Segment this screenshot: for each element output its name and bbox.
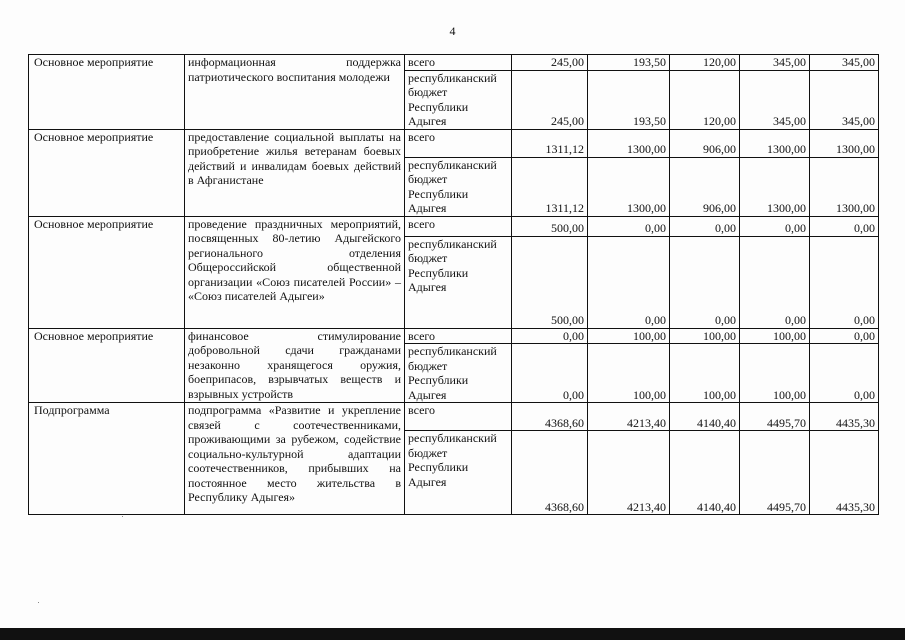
- table-row: [29, 403, 879, 431]
- total-value-cell: 1300,00: [810, 129, 879, 157]
- budget-label-cell: республиканский бюджет Республики Адыгея: [405, 157, 512, 216]
- row-type-cell: Основное мероприятие: [29, 129, 185, 216]
- budget-value-cell: 4368,60: [512, 431, 588, 515]
- budget-value-cell: 345,00: [810, 70, 879, 129]
- total-label-cell: всего: [405, 403, 512, 431]
- row-description-cell: [185, 129, 405, 216]
- budget-value-cell: 245,00: [512, 70, 588, 129]
- budget-value-cell: 4140,40: [670, 431, 740, 515]
- total-value-cell: 4435,30: [810, 403, 879, 431]
- table-row: [29, 55, 879, 71]
- total-value-cell: 193,50: [588, 55, 670, 71]
- total-label-cell: всего: [405, 129, 512, 157]
- budget-value-cell: 4213,40: [588, 431, 670, 515]
- total-value-cell: 100,00: [588, 328, 670, 344]
- total-value-cell: 1300,00: [588, 129, 670, 157]
- budget-value-cell: 0,00: [740, 236, 810, 328]
- total-value-cell: 0,00: [670, 216, 740, 236]
- budget-value-cell: 0,00: [810, 236, 879, 328]
- row-type-cell: Основное мероприятие: [29, 55, 185, 130]
- budget-value-cell: 906,00: [670, 157, 740, 216]
- total-value-cell: 245,00: [512, 55, 588, 71]
- table-row: [29, 216, 879, 236]
- total-value-cell: 1311,12: [512, 129, 588, 157]
- budget-value-cell: 4435,30: [810, 431, 879, 515]
- budget-value-cell: 1311,12: [512, 157, 588, 216]
- row-type-cell: Основное мероприятие: [29, 328, 185, 403]
- total-value-cell: 0,00: [740, 216, 810, 236]
- budget-label-cell: республиканский бюджет Республики Адыгея: [405, 344, 512, 403]
- row-description-cell: [185, 216, 405, 328]
- table-row: [29, 129, 879, 157]
- row-description-text: предоставление социальной выплаты на приобретение жилья ветеранам боевых действий и инвалидам боевых действий в Афганистане: [188, 129, 401, 187]
- budget-label-cell: республиканский бюджет Республики Адыгея: [405, 431, 512, 515]
- budget-label-cell: республиканский бюджет Республики Адыгея: [405, 236, 512, 328]
- total-value-cell: 345,00: [740, 55, 810, 71]
- budget-table: [28, 54, 879, 515]
- total-label-cell: всего: [405, 55, 512, 71]
- total-value-cell: 0,00: [810, 216, 879, 236]
- row-description-text: подпрограмма «Развитие и укрепление связей с соотечественниками, проживающими за рубежом, содействие социально-культурной адаптации соотечественников, прибывших на постоянное место жительства в Республику Адыгея»: [188, 403, 401, 504]
- budget-value-cell: 193,50: [588, 70, 670, 129]
- budget-value-cell: 345,00: [740, 70, 810, 129]
- row-description-cell: [185, 55, 405, 130]
- scan-speck: [38, 602, 39, 603]
- budget-value-cell: 0,00: [670, 236, 740, 328]
- page-number: 4: [449, 24, 456, 38]
- total-value-cell: 100,00: [670, 328, 740, 344]
- total-value-cell: 4368,60: [512, 403, 588, 431]
- budget-value-cell: 1300,00: [740, 157, 810, 216]
- budget-value-cell: 1300,00: [588, 157, 670, 216]
- budget-value-cell: 0,00: [810, 344, 879, 403]
- budget-value-cell: 4495,70: [740, 431, 810, 515]
- scan-edge-bar: [0, 628, 905, 640]
- total-value-cell: 906,00: [670, 129, 740, 157]
- total-value-cell: 120,00: [670, 55, 740, 71]
- budget-value-cell: 100,00: [588, 344, 670, 403]
- budget-value-cell: 0,00: [512, 344, 588, 403]
- row-description-cell: [185, 403, 405, 515]
- budget-value-cell: 1300,00: [810, 157, 879, 216]
- total-value-cell: 1300,00: [740, 129, 810, 157]
- scan-speck: [122, 516, 123, 517]
- budget-value-cell: 100,00: [740, 344, 810, 403]
- budget-value-cell: 120,00: [670, 70, 740, 129]
- total-value-cell: 0,00: [588, 216, 670, 236]
- budget-value-cell: 100,00: [670, 344, 740, 403]
- total-label-cell: всего: [405, 328, 512, 344]
- total-value-cell: 4495,70: [740, 403, 810, 431]
- budget-value-cell: 0,00: [588, 236, 670, 328]
- row-description-cell: [185, 328, 405, 403]
- row-type-cell: Основное мероприятие: [29, 216, 185, 328]
- total-value-cell: 0,00: [810, 328, 879, 344]
- total-value-cell: 4140,40: [670, 403, 740, 431]
- total-label-cell: всего: [405, 216, 512, 236]
- budget-value-cell: 500,00: [512, 236, 588, 328]
- total-value-cell: 345,00: [810, 55, 879, 71]
- row-description-text: финансовое стимулирование добровольной сдачи гражданами незаконно хранящегося оружия, боеприпасов, взрывчатых веществ и взрывных устройств: [188, 328, 401, 401]
- row-description-text: информационная поддержка патриотического воспитания молодежи: [188, 55, 401, 84]
- row-type-cell: Подпрограмма: [29, 403, 185, 515]
- budget-label-cell: республиканский бюджет Республики Адыгея: [405, 70, 512, 129]
- total-value-cell: 4213,40: [588, 403, 670, 431]
- total-value-cell: 100,00: [740, 328, 810, 344]
- row-description-text: проведение праздничных мероприятий, посвященных 80-летию Адыгейского регионального отделения Общероссийской общественной организации «Союз писателей России» – «Союз писателей Адыгеи»: [188, 216, 401, 303]
- total-value-cell: 500,00: [512, 216, 588, 236]
- total-value-cell: 0,00: [512, 328, 588, 344]
- table-row: [29, 328, 879, 344]
